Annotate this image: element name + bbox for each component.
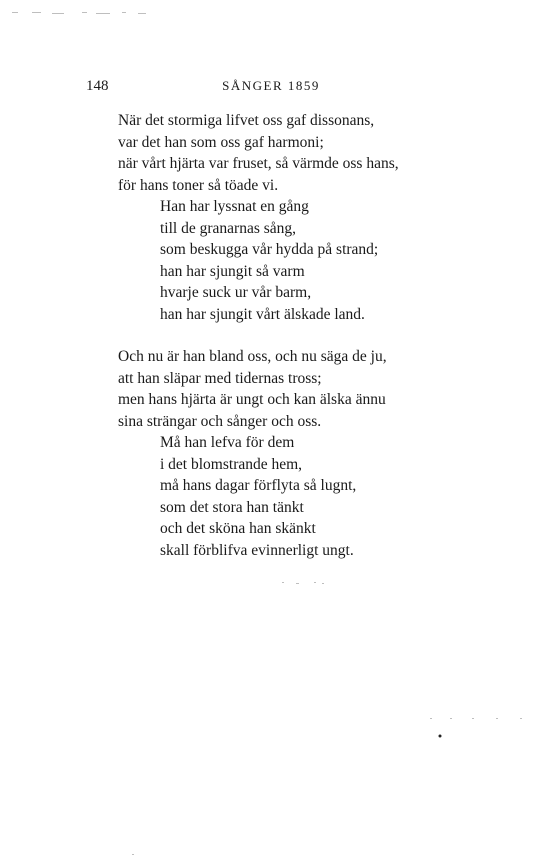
poem-line-indented: Han har lyssnat en gång (160, 198, 309, 215)
poem-line-indented: skall förblifva evinnerligt ungt. (160, 541, 354, 559)
poem-line-indented: hvarje suck ur vår barm, (160, 284, 312, 301)
poem-line-indented: Må han lefva för dem (160, 434, 295, 451)
poem-line-indented: som beskugga vår hydda på strand; (160, 241, 379, 258)
stanza-2 (118, 346, 498, 561)
poem-line-indented: till de granarnas sång, (160, 219, 297, 237)
poem-line: Och nu är han bland oss, och nu säga de ju, (118, 348, 387, 365)
poem-line-indented: och det sköna han skänkt (160, 520, 316, 537)
poem-line: sina strängar och sånger och oss. (118, 412, 322, 430)
poem-line: att han släpar med tidernas tross; (118, 369, 322, 387)
poem-line: för hans toner så töade vi. (118, 176, 279, 194)
poem-line: när vårt hjärta var fruset, så värmde oss hans, (118, 155, 399, 172)
page-number: 148 (86, 78, 109, 94)
stanza-1 (118, 110, 498, 325)
poem-line-indented: han har sjungit så varm (160, 262, 305, 280)
poem-line-indented: han har sjungit vårt älskade land. (160, 305, 365, 323)
poem-line: var det han som oss gaf harmoni; (118, 133, 324, 151)
page-header (86, 78, 456, 98)
poem-line: men hans hjärta är ungt och kan älska ännu (118, 391, 386, 408)
poem-line-indented: må hans dagar förflyta så lugnt, (160, 477, 357, 494)
poem-line-indented: i det blomstrande hem, (160, 455, 303, 473)
poem (118, 110, 498, 561)
poem-line-indented: som det stora han tänkt (160, 498, 304, 516)
poem-line: När det stormiga lifvet oss gaf dissonans, (118, 112, 375, 129)
running-head: SÅNGER 1859 (222, 78, 320, 93)
